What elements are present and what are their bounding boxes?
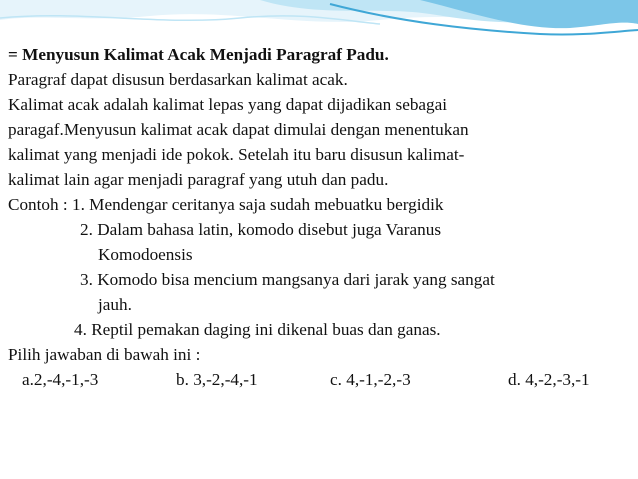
example-intro: Contoh : 1. Mendengar ceritanya saja sudah mebuatku bergidik — [8, 195, 444, 214]
example-item-4: 4. Reptil pemakan daging ini dikenal buas dan ganas. — [74, 320, 441, 339]
answer-option-c: c. 4,-1,-2,-3 — [330, 370, 411, 389]
answer-option-a: a.2,-4,-1,-3 — [22, 370, 99, 389]
example-item-2-continued: Komodoensis — [98, 245, 193, 264]
slide-heading: = Menyusun Kalimat Acak Menjadi Paragraf Padu. — [8, 45, 389, 64]
paragraph-line: Kalimat acak adalah kalimat lepas yang dapat dijadikan sebagai — [8, 95, 448, 114]
answer-option-b: b. 3,-2,-4,-1 — [176, 370, 258, 389]
paragraph-line: kalimat lain agar menjadi paragraf yang utuh dan padu. — [8, 170, 389, 189]
paragraph-line: Paragraf dapat disusun berdasarkan kalimat acak. — [8, 70, 348, 89]
example-item-3: 3. Komodo bisa mencium mangsanya dari jarak yang sangat — [80, 270, 495, 289]
example-item-2: 2. Dalam bahasa latin, komodo disebut juga Varanus — [80, 220, 442, 239]
paragraph-line: paragaf.Menyusun kalimat acak dapat dimulai dengan menentukan — [8, 120, 469, 139]
paragraph-line: kalimat yang menjadi ide pokok. Setelah itu baru disusun kalimat- — [8, 145, 465, 164]
example-item-3-continued: jauh. — [98, 295, 132, 314]
answer-option-d: d. 4,-2,-3,-1 — [508, 370, 590, 389]
question-prompt: Pilih jawaban di bawah ini : — [8, 345, 201, 364]
